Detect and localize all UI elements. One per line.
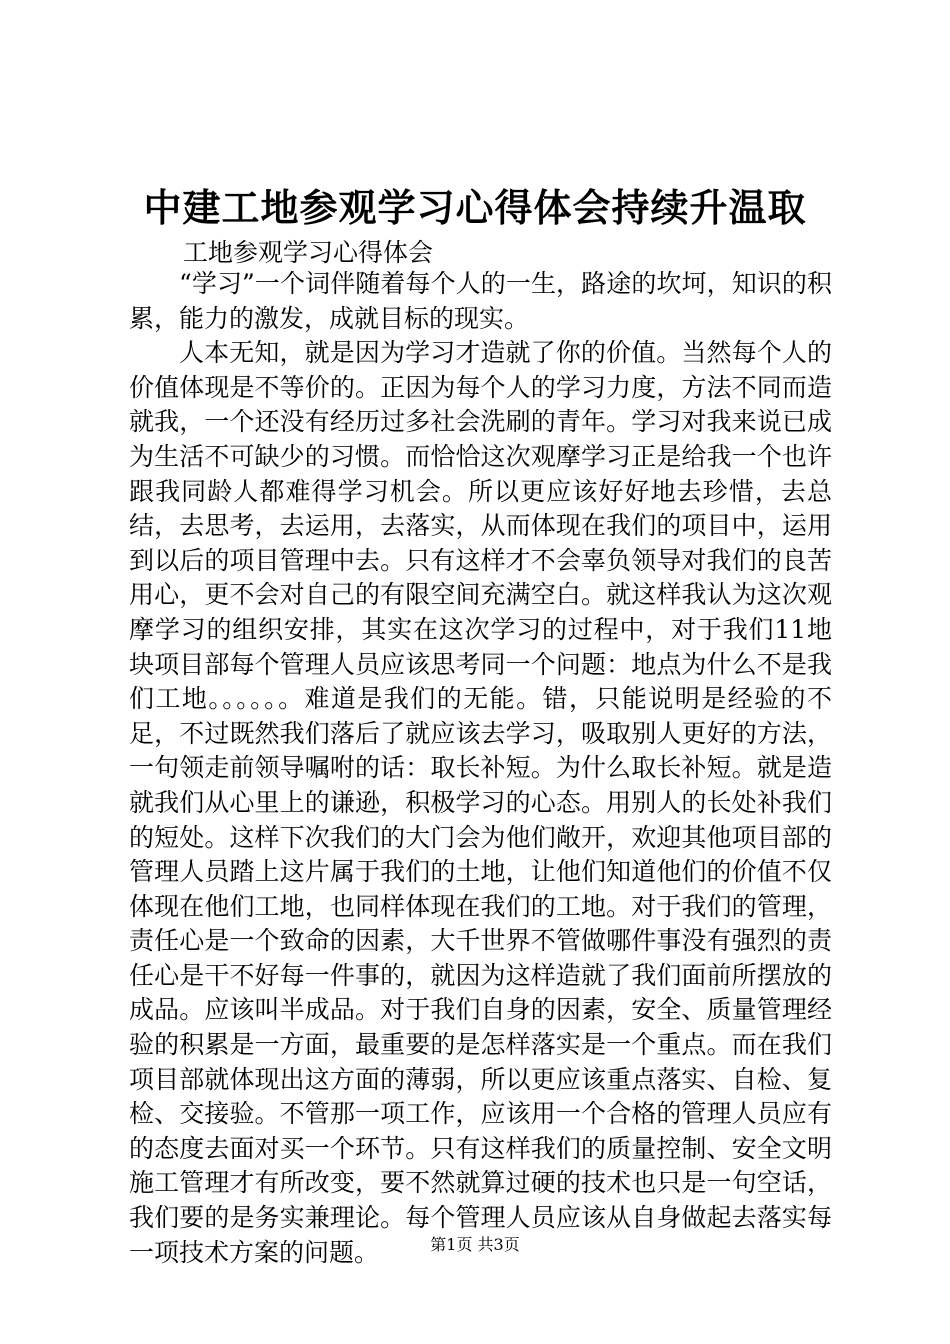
document-title: 中建工地参观学习心得体会持续升温取 — [143, 185, 807, 230]
paragraph: 人本无知，就是因为学习才造就了你的价值。当然每个人的价值体现是不等价的。正因为每个人的学习力度，方法不同而造就我，一个还没有经历过多社会洗刷的青年。学习对我来说已成为生活不可缺少的习惯。而恰恰这次观摩学习正是给我一个也许跟我同龄人都难得学习机会。所以更应该好好地去珍惜，去总结，去思考，去运用，去落实，从而体现在我们的项目中，运用到以后的项目管理中去。只有这样才不会辜负领导对我们的良苦用心，更不会对自己的有限空间充满空白。就这样我认为这次观摩学习的组织安排，其实在这次学习的过程中，对于我们11地块项目部每个管理人员应该思考同一个问题：地点为什么不是我们工地。。。。。。难道是我们的无能。错，只能说明是经验的不足，不过既然我们落后了就应该去学习，吸取别人更好的方法，一句领走前领导嘱咐的话：取长补短。为什么取长补短。就是造就我们从心里上的谦逊，积极学习的心态。用别人的长处补我们的短处。这样下次我们的大门会为他们敞开，欢迎其他项目部的管理人员踏上这片属于我们的土地，让他们知道他们的价值不仅体现在他们工地，也同样体现在我们的工地。对于我们的管理，责任心是一个致命的因素，大千世界不管做哪件事没有强烈的责任心是干不好每一件事的，就因为这样造就了我们面前所摆放的成品。应该叫半成品。对于我们自身的因素，安全、质量管理经验的积累是一方面，最重要的是怎样落实是一个重点。而在我们项目部就体现出这方面的薄弱，所以更应该重点落实、自检、复检、交接验。不管那一项工作，应该用一个合格的管理人员应有的态度去面对买一个环节。只有这样我们的质量控制、安全文明施工管理才有所改变，要不然就算过硬的技术也只是一句空话，我们要的是务实兼理论。每个管理人员应该从自身做起去落实每一项技术方案的问题。 — [129, 338, 832, 1267]
document-subtitle: 工地参观学习心得体会 — [183, 238, 434, 267]
page-number-footer: 第1页 共3页 — [430, 1235, 520, 1254]
paragraph: “学习”一个词伴随着每个人的一生，路途的坎坷，知识的积累，能力的激发，成就目标的现实。 — [129, 269, 832, 333]
document-body — [129, 267, 832, 1270]
